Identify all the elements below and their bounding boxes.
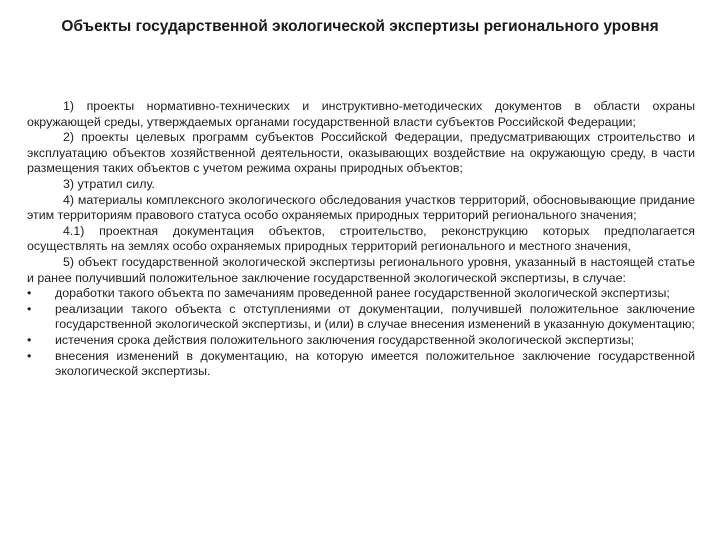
paragraph-5: 5) объект государственной экологической экспертизы регионального уровня, указанный в настоящей статье и ранее получивший положительное заключение государственной экологической экспертизы, в случае: [27, 254, 695, 285]
paragraph-4-1: 4.1) проектная документация объектов, строительство, реконструкцию которых предполагается осуществлять на землях особо охраняемых природных территорий регионального и местного значения, [27, 223, 695, 254]
list-item [27, 349, 695, 380]
list-item [27, 286, 695, 302]
bullet-icon: • [27, 286, 32, 301]
list-item-text: доработки такого объекта по замечаниям проведенной ранее государственной экологической экспертизы; [55, 286, 670, 301]
bullet-icon: • [27, 301, 32, 316]
paragraph-4: 4) материалы комплексного экологического обследования участков территорий, обосновывающие придание этим территориям правового статуса особо охраняемых природных территорий регионального значения; [27, 192, 695, 223]
bullet-list [27, 286, 695, 380]
slide-title: Объекты государственной экологической экспертизы регионального уровня [61, 18, 659, 35]
bullet-icon: • [27, 348, 32, 363]
bullet-icon: • [27, 332, 32, 347]
paragraph-3: 3) утратил силу. [63, 176, 155, 191]
list-item-text: истечения срока действия положительного заключения государственной экологической экспертизы; [55, 332, 635, 347]
paragraph-1: 1) проекты нормативно-технических и инструктивно-методических документов в области охраны окружающей среды, утверждаемых органами государственной власти субъектов Российской Федерации; [27, 99, 695, 129]
slide-body [27, 99, 695, 380]
list-item-text: внесения изменений в документацию, на которую имеется положительное заключение государственной экологической экспертизы. [55, 348, 695, 379]
list-item-text: реализации такого объекта с отступлениями от документации, получившей положительное заключение государственной экологической экспертизы, и (или) в случае внесения изменений в указанную документацию; [55, 301, 695, 332]
list-item [27, 302, 695, 333]
list-item [27, 333, 695, 349]
paragraph-2: 2) проекты целевых программ субъектов Российской Федерации, предусматривающих строительство и эксплуатацию объектов хозяйственной деятельности, оказывающих воздействие на окружающую среду, в части размещения таких объектов с учетом режима охраны природных объектов; [27, 130, 695, 176]
